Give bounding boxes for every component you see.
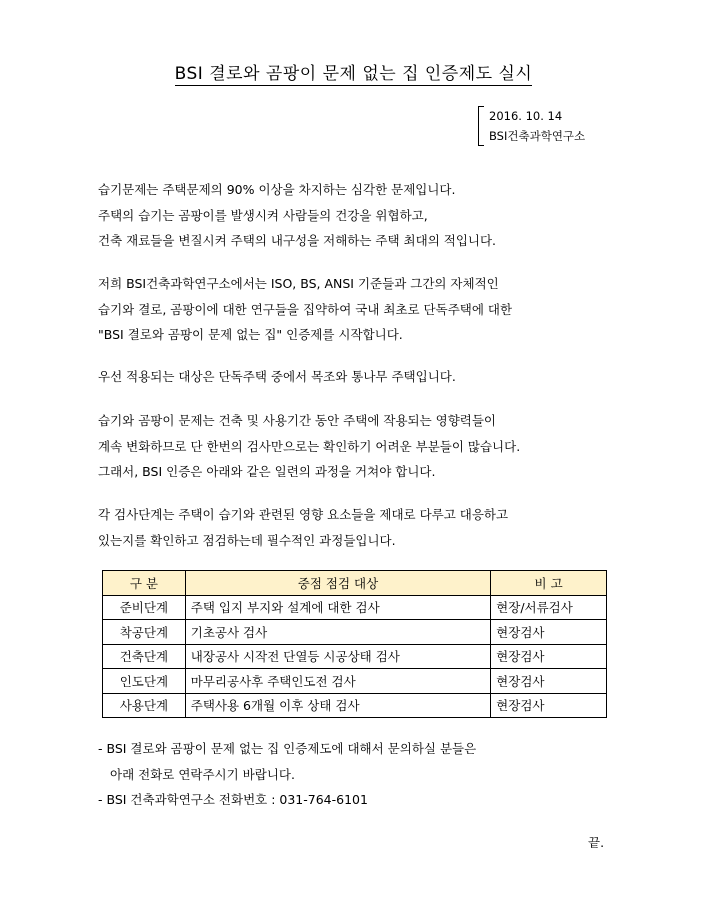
- inspection-stages-table: [102, 570, 607, 718]
- paragraph-line: 습기와 결로, 곰팡이에 대한 연구들을 집약하여 국내 최초로 단독주택에 대한: [98, 301, 513, 317]
- paragraph-institute: [98, 271, 618, 348]
- cell-stage: 사용단계: [103, 693, 186, 718]
- cell-target: 마무리공사후 주택인도전 검사: [185, 669, 490, 694]
- paragraph-line: 건축 재료들을 변질시켜 주택의 내구성을 저해하는 주택 최대의 적입니다.: [98, 233, 497, 248]
- date-author-block: [478, 106, 619, 146]
- paragraph-line: 있는지를 확인하고 점검하는데 필수적인 과정들입니다.: [98, 532, 396, 548]
- header-target: 중점 점검 대상: [185, 571, 490, 596]
- title-text: BSI 결로와 곰팡이 문제 없는 집 인증제도 실시: [174, 64, 533, 84]
- paragraph-line: 습기와 곰팡이 문제는 건축 및 사용기간 동안 주택에 작용되는 영향력들이: [98, 413, 497, 428]
- table-row: [103, 620, 607, 645]
- cell-stage: 인도단계: [103, 669, 186, 694]
- table-row: [103, 595, 607, 620]
- cell-remarks: 현장검사: [491, 620, 607, 645]
- paragraph-moisture: [98, 177, 618, 254]
- cell-stage: 착공단계: [103, 620, 186, 645]
- paragraph-line: "BSI 결로와 곰팡이 문제 없는 집" 인증제를 시작합니다.: [98, 327, 403, 342]
- page-title: [0, 64, 707, 84]
- table-row: [103, 693, 607, 718]
- cell-target: 주택 입지 부지와 설계에 대한 검사: [185, 595, 490, 620]
- cell-stage: 준비단계: [103, 595, 186, 620]
- note-line: 아래 전화로 연락주시기 바랍니다.: [110, 766, 295, 782]
- cell-stage: 건축단계: [103, 644, 186, 669]
- cell-remarks: 현장/서류검사: [491, 595, 607, 620]
- cell-target: 주택사용 6개월 이후 상태 검사: [185, 693, 490, 718]
- paragraph-line: 저희 BSI건축과학연구소에서는 ISO, BS, ANSI 기준들과 그간의 자체적인: [98, 276, 499, 291]
- paragraph-line: 계속 변화하므로 단 한번의 검사만으로는 확인하기 어려운 부분들이 많습니다.: [98, 438, 521, 454]
- cell-remarks: 현장검사: [491, 669, 607, 694]
- note-line: - BSI 건축과학연구소 전화번호 : 031-764-6101: [98, 792, 368, 807]
- document-date: 2016. 10. 14: [489, 109, 563, 123]
- header-category: 구 분: [103, 571, 186, 596]
- header-remarks: 비 고: [491, 571, 607, 596]
- cell-target: 기초공사 검사: [185, 620, 490, 645]
- table-row: [103, 644, 607, 669]
- end-mark: 끝.: [588, 835, 605, 850]
- note-line: - BSI 결로와 곰팡이 문제 없는 집 인증제도에 대해서 문의하실 분들은: [98, 741, 477, 756]
- cell-remarks: 현장검사: [491, 644, 607, 669]
- table-row: [103, 669, 607, 694]
- paragraph-line: 우선 적용되는 대상은 단독주택 중에서 목조와 통나무 주택입니다.: [98, 369, 456, 384]
- table-header-row: [103, 571, 607, 596]
- document-author: BSI건축과학연구소: [489, 129, 586, 143]
- cell-remarks: 현장검사: [491, 693, 607, 718]
- paragraph-stages: [98, 502, 618, 553]
- cell-target: 내장공사 시작전 단열등 시공상태 검사: [185, 644, 490, 669]
- paragraph-line: 각 검사단계는 주택이 습기와 관련된 영향 요소들을 제대로 다루고 대응하고: [98, 507, 509, 522]
- paragraph-line: 그래서, BSI 인증은 아래와 같은 일련의 과정을 거쳐야 합니다.: [98, 464, 436, 479]
- paragraph-line: 습기문제는 주택문제의 90% 이상을 차지하는 심각한 문제입니다.: [98, 182, 456, 197]
- paragraph-line: 주택의 습기는 곰팡이를 발생시켜 사람들의 건강을 위협하고,: [98, 207, 428, 223]
- contact-notes: [98, 736, 618, 813]
- paragraph-target: [98, 364, 618, 390]
- paragraph-process: [98, 408, 618, 485]
